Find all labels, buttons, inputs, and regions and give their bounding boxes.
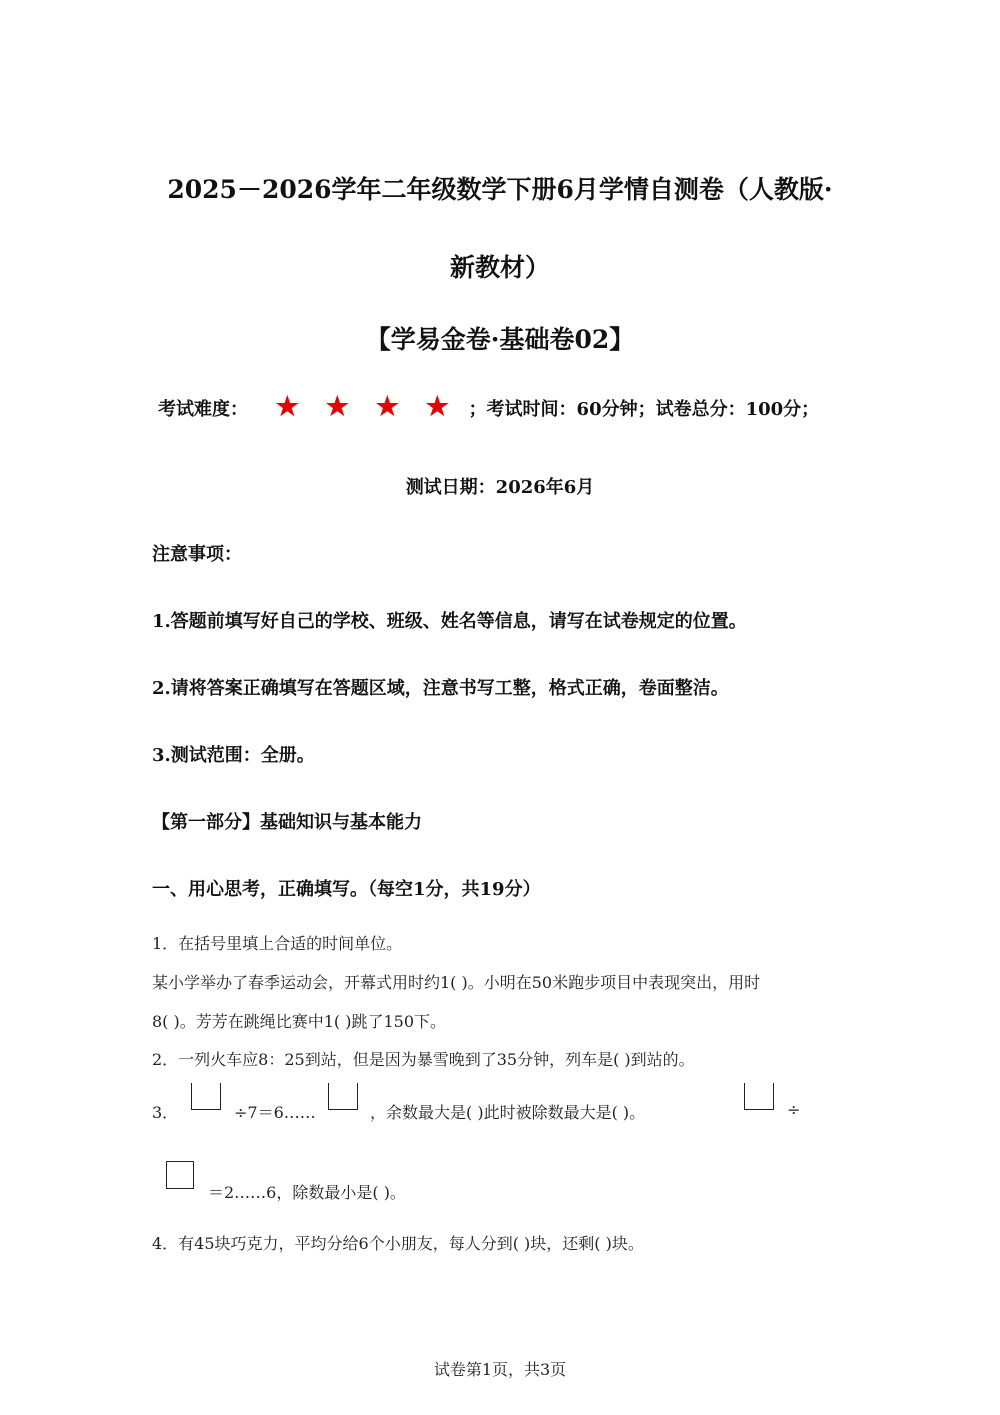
question-3-divide-sign: ÷ [787,1100,801,1119]
dividend-blank-box-2[interactable] [744,1083,774,1110]
star-icon: ★ [425,392,449,422]
question-1-line-1: 某小学举办了春季运动会，开幕式用时约1( )。小明在50米跑步项目中表现突出，用时 [152,973,761,992]
note-item-1: 1.答题前填写好自己的学校、班级、姓名等信息，请写在试卷规定的位置。 [152,611,747,632]
question-4: 4．有45块巧克力，平均分给6个小朋友，每人分到( )块，还剩( )块。 [152,1234,644,1253]
title-line-2: 新教材） [449,253,550,282]
exam-time-and-score: ；考试时间：60分钟；试卷总分：100分； [468,399,820,420]
star-icon: ★ [375,392,399,422]
question-1-line-2: 8( )。芳芳在跳绳比赛中1( )跳了150下。 [152,1012,447,1031]
page-footer: 试卷第1页，共3页 [433,1360,567,1379]
difficulty-stars [262,392,462,422]
divisor-blank-box[interactable] [166,1161,194,1189]
note-item-2: 2.请将答案正确填写在答题区域，注意书写工整，格式正确，卷面整洁。 [152,678,729,699]
section1-heading: 一、用心思考，正确填写。（每空1分，共19分） [152,879,541,900]
subtitle: 【学易金卷·基础卷02】 [365,325,635,354]
star-icon: ★ [275,392,299,422]
part1-heading: 【第一部分】基础知识与基本能力 [152,812,422,833]
exam-info-row [158,392,819,422]
question-3-part-d: ＝2……6，除数最小是( )。 [208,1183,406,1202]
title-line-1: 2025－2026学年二年级数学下册6月学情自测卷（人教版· [167,175,833,204]
test-date: 测试日期：2026年6月 [405,477,595,498]
question-2: 2．一列火车应8：25到站，但是因为暴雪晚到了35分钟，列车是( )到站的。 [152,1050,695,1069]
note-item-3: 3.测试范围：全册。 [152,745,315,766]
star-icon: ★ [325,392,349,422]
question-3-number: 3． [152,1103,179,1122]
question-3-part-b: ，余数最大是( )此时被除数最大是( )。 [370,1103,646,1122]
remainder-blank-box[interactable] [328,1083,358,1110]
dividend-blank-box[interactable] [191,1083,221,1110]
notes-heading: 注意事项： [152,544,242,565]
difficulty-label: 考试难度： [158,399,248,420]
question-1-stem: 1．在括号里填上合适的时间单位。 [152,934,403,953]
question-3-part-a: ÷7＝6…… [234,1103,316,1122]
